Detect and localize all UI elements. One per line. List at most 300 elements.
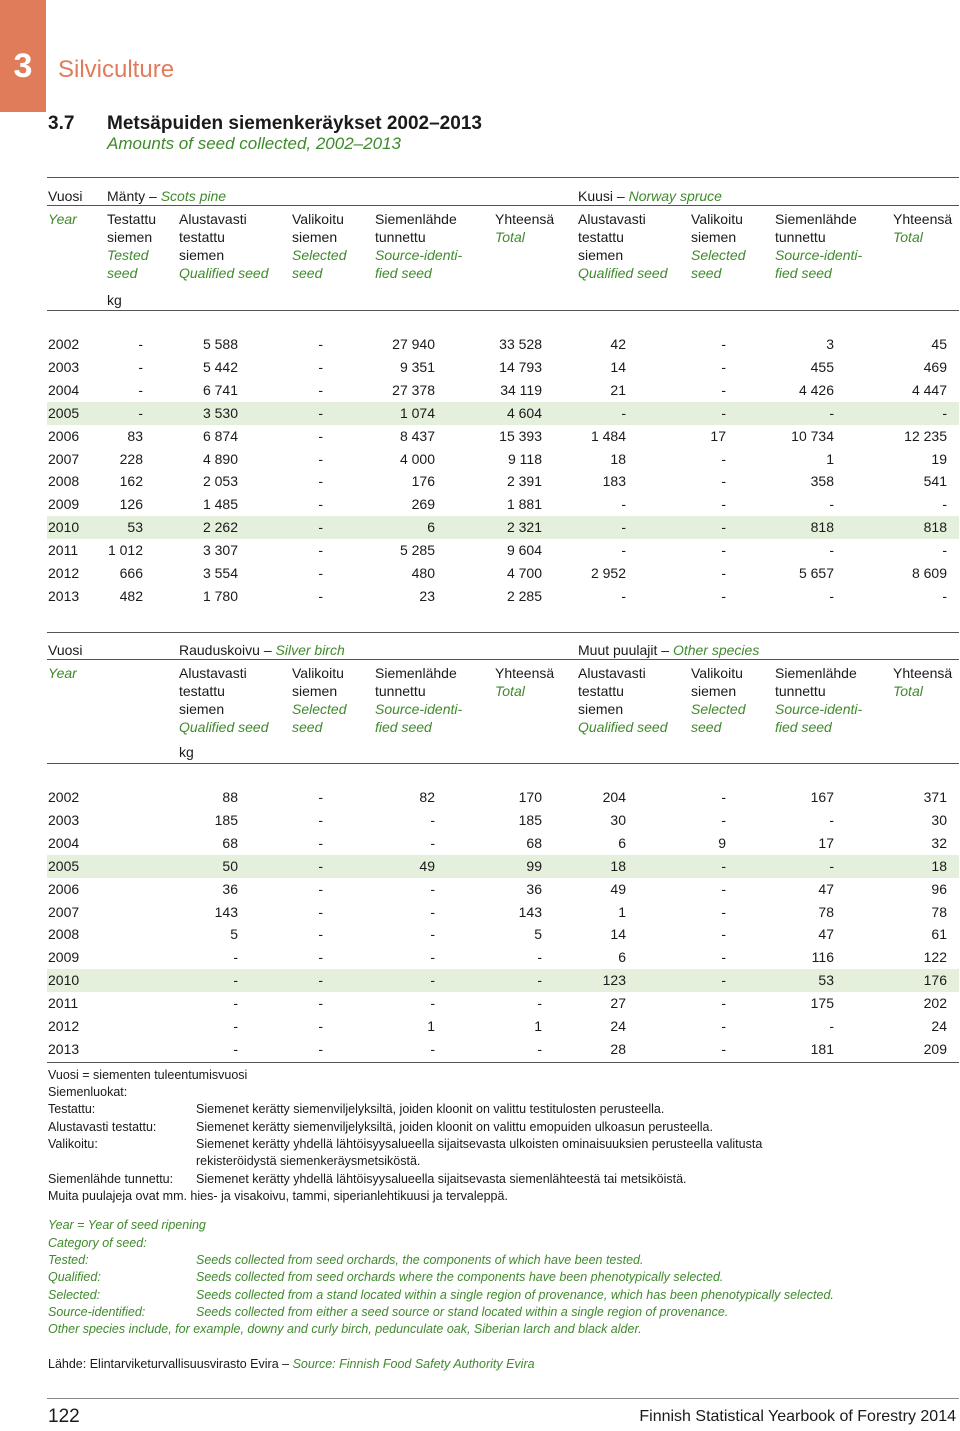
value-cell: - bbox=[537, 995, 542, 1012]
value-cell: 9 604 bbox=[506, 542, 542, 559]
value-cell: - bbox=[318, 427, 323, 444]
value-cell: 82 bbox=[419, 789, 435, 805]
year-cell: 2006 bbox=[48, 880, 80, 897]
value-cell: 2 262 bbox=[202, 519, 238, 536]
t1-group1: Mänty – Scots pine bbox=[107, 188, 227, 204]
value-cell: 9 118 bbox=[508, 450, 542, 467]
year-cell: 2006 bbox=[48, 427, 80, 444]
value-cell: - bbox=[318, 404, 323, 421]
value-cell: - bbox=[721, 404, 726, 421]
value-cell: - bbox=[318, 519, 323, 536]
value-cell: - bbox=[318, 565, 323, 581]
value-cell: 228 bbox=[119, 450, 143, 467]
note-sel-term: Selected: bbox=[48, 1288, 101, 1302]
table-row bbox=[47, 1038, 959, 1061]
value-cell: 2 391 bbox=[506, 473, 542, 490]
note-testattu-def: Siemenet kerätty siemenviljelyksiltä, joiden kloonit on valittu testitulosten perusteella. bbox=[196, 1102, 665, 1116]
note-valik-term: Valikoitu: bbox=[48, 1137, 98, 1151]
t2-unit: kg bbox=[179, 744, 194, 760]
value-cell: 9 bbox=[718, 834, 726, 851]
value-cell: - bbox=[430, 1040, 435, 1057]
value-cell: - bbox=[621, 519, 626, 536]
value-cell: - bbox=[138, 358, 143, 375]
value-cell: - bbox=[318, 496, 323, 513]
value-cell: 2 321 bbox=[506, 519, 542, 536]
table-row bbox=[47, 969, 959, 992]
year-cell: 2004 bbox=[48, 834, 80, 851]
table1-group-rule bbox=[47, 205, 959, 206]
t1-col-total: Yhteensä Total bbox=[495, 211, 555, 245]
table-row bbox=[47, 562, 959, 585]
value-cell: 3 307 bbox=[202, 542, 238, 559]
value-cell: 185 bbox=[214, 811, 238, 828]
value-cell: 45 bbox=[931, 336, 947, 352]
value-cell: 5 442 bbox=[202, 358, 238, 375]
value-cell: - bbox=[537, 949, 542, 966]
value-cell: 68 bbox=[222, 834, 238, 851]
value-cell: 2 952 bbox=[590, 565, 626, 581]
table-row bbox=[47, 809, 959, 832]
value-cell: - bbox=[829, 857, 834, 874]
note-other: Other species include, for example, downy and curly birch, pedunculate oak, Siberian larch and black alder. bbox=[48, 1322, 642, 1336]
value-cell: - bbox=[721, 358, 726, 375]
value-cell: - bbox=[318, 926, 323, 943]
t2-group2: Muut puulajit – Other species bbox=[578, 642, 760, 658]
value-cell: 78 bbox=[818, 903, 834, 920]
value-cell: 371 bbox=[923, 789, 947, 805]
value-cell: 24 bbox=[610, 1018, 626, 1034]
table-row bbox=[47, 1015, 959, 1038]
value-cell: 17 bbox=[818, 834, 834, 851]
t2-vuosi: Vuosi bbox=[48, 642, 83, 658]
value-cell: - bbox=[829, 587, 834, 604]
value-cell: - bbox=[318, 336, 323, 352]
value-cell: 1 484 bbox=[590, 427, 626, 444]
value-cell: 4 426 bbox=[798, 381, 834, 398]
value-cell: 143 bbox=[214, 903, 238, 920]
table-row bbox=[47, 786, 959, 809]
value-cell: 27 bbox=[610, 995, 626, 1012]
value-cell: - bbox=[430, 926, 435, 943]
value-cell: - bbox=[537, 1040, 542, 1057]
value-cell: - bbox=[318, 1040, 323, 1057]
value-cell: 18 bbox=[931, 857, 947, 874]
value-cell: 9 351 bbox=[399, 358, 435, 375]
note-alust-term: Alustavasti testattu: bbox=[48, 1120, 157, 1134]
note-src-term: Source-identified: bbox=[48, 1305, 146, 1319]
value-cell: 88 bbox=[222, 789, 238, 805]
value-cell: 27 378 bbox=[392, 381, 435, 398]
t2-col-source-2: Siemenlähde tunnettu Source-identi- fied seed bbox=[775, 665, 863, 735]
value-cell: - bbox=[942, 496, 947, 513]
section-number: 3.7 bbox=[48, 113, 75, 134]
section-subtitle: Amounts of seed collected, 2002–2013 bbox=[107, 134, 401, 153]
value-cell: - bbox=[318, 473, 323, 490]
note-alust-def: Siemenet kerätty siemenviljelyksiltä, joiden kloonit on valittu emopuiden ulkoasun perusteella. bbox=[196, 1120, 713, 1134]
value-cell: - bbox=[721, 857, 726, 874]
value-cell: 116 bbox=[811, 949, 834, 966]
value-cell: 541 bbox=[923, 473, 947, 490]
note-qual-term: Qualified: bbox=[48, 1270, 101, 1284]
value-cell: 358 bbox=[810, 473, 834, 490]
value-cell: 5 588 bbox=[202, 336, 238, 352]
value-cell: - bbox=[721, 995, 726, 1012]
value-cell: - bbox=[430, 972, 435, 989]
note-muita: Muita puulajeja ovat mm. hies- ja visakoivu, tammi, siperianlehtikuusi ja tervaleppä. bbox=[48, 1189, 508, 1203]
year-cell: 2002 bbox=[48, 336, 80, 352]
value-cell: 2 285 bbox=[506, 587, 542, 604]
value-cell: - bbox=[721, 880, 726, 897]
value-cell: 2 053 bbox=[202, 473, 238, 490]
value-cell: 6 bbox=[618, 949, 626, 966]
value-cell: 27 940 bbox=[392, 336, 435, 352]
value-cell: 818 bbox=[923, 519, 947, 536]
value-cell: 4 604 bbox=[506, 404, 542, 421]
t1-col-total-2: Yhteensä Total bbox=[893, 211, 953, 245]
value-cell: - bbox=[829, 496, 834, 513]
chapter-number: 3 bbox=[0, 0, 46, 112]
value-cell: - bbox=[318, 949, 323, 966]
value-cell: 176 bbox=[411, 473, 435, 490]
note-category: Category of seed: bbox=[48, 1236, 147, 1250]
note-lahde-def: Siemenet kerätty yhdellä lähtöisyysalueella sijaitsevasta siemenlähteestä tai metsiköistä. bbox=[196, 1172, 687, 1186]
page-number: 122 bbox=[48, 1406, 80, 1427]
value-cell: - bbox=[829, 404, 834, 421]
table-row bbox=[47, 402, 959, 425]
table-row bbox=[47, 832, 959, 855]
t2-col-qualified-2: Alustavasti testattu siemen Qualified seed bbox=[578, 665, 668, 735]
t2-col-selected: Valikoitu siemen Selected seed bbox=[292, 665, 347, 735]
table1-top-rule bbox=[47, 177, 959, 178]
year-cell: 2003 bbox=[48, 811, 80, 828]
value-cell: 181 bbox=[810, 1040, 834, 1057]
value-cell: 53 bbox=[127, 519, 143, 536]
value-cell: 34 119 bbox=[500, 381, 542, 398]
value-cell: 1 485 bbox=[202, 496, 238, 513]
value-cell: - bbox=[318, 381, 323, 398]
value-cell: 4 890 bbox=[202, 450, 238, 467]
value-cell: 83 bbox=[127, 427, 143, 444]
value-cell: - bbox=[318, 903, 323, 920]
table1-header-rule bbox=[47, 310, 959, 311]
t1-vuosi: Vuosi bbox=[48, 188, 83, 204]
value-cell: - bbox=[621, 542, 626, 559]
value-cell: - bbox=[721, 926, 726, 943]
value-cell: 176 bbox=[923, 972, 947, 989]
value-cell: 78 bbox=[931, 903, 947, 920]
note-tested-term: Tested: bbox=[48, 1253, 89, 1267]
value-cell: 47 bbox=[818, 926, 834, 943]
table-row bbox=[47, 379, 959, 402]
value-cell: - bbox=[829, 811, 834, 828]
value-cell: 17 bbox=[710, 427, 726, 444]
value-cell: 15 393 bbox=[499, 427, 542, 444]
value-cell: - bbox=[233, 1040, 238, 1057]
value-cell: - bbox=[942, 404, 947, 421]
table2-top-rule bbox=[47, 632, 959, 633]
year-cell: 2012 bbox=[48, 1018, 80, 1034]
t2-col-total: Yhteensä Total bbox=[495, 665, 555, 699]
value-cell: 61 bbox=[931, 926, 947, 943]
value-cell: - bbox=[721, 972, 726, 989]
t2-group1: Rauduskoivu – Silver birch bbox=[179, 642, 345, 658]
value-cell: - bbox=[721, 519, 726, 536]
value-cell: 6 741 bbox=[202, 381, 238, 398]
section-title: Metsäpuiden siemenkeräykset 2002–2013 bbox=[107, 113, 482, 134]
value-cell: - bbox=[721, 1018, 726, 1034]
table-row bbox=[47, 356, 959, 379]
value-cell: 18 bbox=[610, 857, 626, 874]
value-cell: - bbox=[430, 995, 435, 1012]
value-cell: - bbox=[829, 1018, 834, 1034]
value-cell: 1 bbox=[534, 1018, 542, 1034]
value-cell: - bbox=[721, 542, 726, 559]
value-cell: - bbox=[233, 949, 238, 966]
value-cell: - bbox=[721, 336, 726, 352]
value-cell: 3 530 bbox=[202, 404, 238, 421]
value-cell: 23 bbox=[419, 587, 435, 604]
value-cell: 5 657 bbox=[798, 565, 834, 581]
year-cell: 2003 bbox=[48, 358, 80, 375]
table-row bbox=[47, 493, 959, 516]
value-cell: 123 bbox=[602, 972, 626, 989]
value-cell: 5 285 bbox=[399, 542, 435, 559]
t1-col-qualified-2: Alustavasti testattu siemen Qualified seed bbox=[578, 211, 668, 281]
value-cell: - bbox=[621, 404, 626, 421]
book-title: Finnish Statistical Yearbook of Forestry 2014 bbox=[639, 1408, 956, 1425]
value-cell: 1 881 bbox=[506, 496, 542, 513]
note-year: Year = Year of seed ripening bbox=[48, 1218, 206, 1232]
value-cell: 8 609 bbox=[911, 565, 947, 581]
t1-unit: kg bbox=[107, 292, 122, 308]
note-qual-def: Seeds collected from seed orchards where the components have been phenotypically selected. bbox=[196, 1270, 724, 1284]
year-cell: 2009 bbox=[48, 496, 80, 513]
value-cell: 143 bbox=[518, 903, 542, 920]
value-cell: 469 bbox=[923, 358, 947, 375]
value-cell: - bbox=[318, 358, 323, 375]
value-cell: 3 554 bbox=[202, 565, 238, 581]
value-cell: - bbox=[318, 857, 323, 874]
table-row bbox=[47, 470, 959, 493]
value-cell: - bbox=[318, 811, 323, 828]
year-cell: 2013 bbox=[48, 1040, 80, 1057]
value-cell: - bbox=[430, 949, 435, 966]
value-cell: 49 bbox=[610, 880, 626, 897]
value-cell: - bbox=[721, 496, 726, 513]
value-cell: - bbox=[942, 542, 947, 559]
source-line: Lähde: Elintarviketurvallisuusvirasto Evira – Source: Finnish Food Safety Authority Evira bbox=[48, 1357, 535, 1371]
value-cell: 1 bbox=[826, 450, 834, 467]
value-cell: 126 bbox=[119, 496, 143, 513]
value-cell: 53 bbox=[818, 972, 834, 989]
value-cell: 204 bbox=[602, 789, 626, 805]
value-cell: - bbox=[233, 1018, 238, 1034]
value-cell: 1 bbox=[618, 903, 626, 920]
value-cell: 33 528 bbox=[499, 336, 542, 352]
t2-col-selected-2: Valikoitu siemen Selected seed bbox=[691, 665, 746, 735]
note-valik-def-2: rekisteröidystä siemenkeräysmetsiköstä. bbox=[196, 1154, 421, 1168]
value-cell: 49 bbox=[419, 857, 435, 874]
value-cell: 24 bbox=[931, 1018, 947, 1034]
value-cell: - bbox=[721, 949, 726, 966]
value-cell: 1 780 bbox=[202, 587, 238, 604]
t1-col-qualified: Alustavasti testattu siemen Qualified seed bbox=[179, 211, 269, 281]
t2-col-total-2: Yhteensä Total bbox=[893, 665, 953, 699]
value-cell: - bbox=[721, 1040, 726, 1057]
year-cell: 2004 bbox=[48, 381, 80, 398]
value-cell: 50 bbox=[222, 857, 238, 874]
value-cell: 10 734 bbox=[791, 427, 834, 444]
t2-year: Year bbox=[48, 665, 77, 681]
value-cell: 480 bbox=[411, 565, 435, 581]
value-cell: 183 bbox=[602, 473, 626, 490]
value-cell: - bbox=[942, 587, 947, 604]
value-cell: 6 bbox=[618, 834, 626, 851]
value-cell: 4 000 bbox=[399, 450, 435, 467]
value-cell: - bbox=[721, 450, 726, 467]
value-cell: - bbox=[138, 336, 143, 352]
t1-col-selected: Valikoitu siemen Selected seed bbox=[292, 211, 347, 281]
value-cell: 666 bbox=[119, 565, 143, 581]
value-cell: 5 bbox=[534, 926, 542, 943]
value-cell: - bbox=[318, 450, 323, 467]
table-row bbox=[47, 992, 959, 1015]
value-cell: 482 bbox=[119, 587, 143, 604]
t1-col-selected-2: Valikoitu siemen Selected seed bbox=[691, 211, 746, 281]
note-src-def: Seeds collected from either a seed source or stand located within a single region of provenance. bbox=[196, 1305, 729, 1319]
footer-rule bbox=[47, 1398, 959, 1399]
value-cell: 122 bbox=[923, 949, 947, 966]
value-cell: 6 874 bbox=[202, 427, 238, 444]
note-valik-def-1: Siemenet kerätty yhdellä lähtöisyysalueella sijaitsevasta ulkoisten ominaisuuksien perusteella valitusta bbox=[196, 1137, 763, 1151]
value-cell: - bbox=[721, 789, 726, 805]
year-cell: 2002 bbox=[48, 789, 80, 805]
table-row bbox=[47, 585, 959, 608]
table2-bottom-rule bbox=[47, 1062, 959, 1063]
year-cell: 2009 bbox=[48, 949, 80, 966]
value-cell: 185 bbox=[518, 811, 542, 828]
value-cell: 167 bbox=[810, 789, 834, 805]
value-cell: - bbox=[430, 834, 435, 851]
year-cell: 2007 bbox=[48, 903, 80, 920]
value-cell: 8 437 bbox=[399, 427, 435, 444]
t1-group2: Kuusi – Norway spruce bbox=[578, 188, 722, 204]
t1-year: Year bbox=[48, 211, 77, 227]
value-cell: 32 bbox=[931, 834, 947, 851]
value-cell: 209 bbox=[923, 1040, 947, 1057]
value-cell: - bbox=[318, 972, 323, 989]
value-cell: - bbox=[721, 903, 726, 920]
value-cell: 19 bbox=[931, 450, 947, 467]
value-cell: 21 bbox=[610, 381, 626, 398]
table2-group-rule bbox=[47, 659, 959, 660]
value-cell: - bbox=[318, 789, 323, 805]
year-cell: 2005 bbox=[48, 404, 80, 421]
table-row bbox=[47, 448, 959, 471]
t1-col-source: Siemenlähde tunnettu Source-identi- fied seed bbox=[375, 211, 463, 281]
value-cell: 1 012 bbox=[107, 542, 143, 559]
value-cell: 28 bbox=[610, 1040, 626, 1057]
value-cell: - bbox=[233, 995, 238, 1012]
table-row bbox=[47, 425, 959, 448]
note-vuosi: Vuosi = siementen tuleentumisvuosi bbox=[48, 1068, 248, 1082]
year-cell: 2008 bbox=[48, 473, 80, 490]
value-cell: 175 bbox=[810, 995, 834, 1012]
value-cell: - bbox=[721, 811, 726, 828]
value-cell: - bbox=[430, 811, 435, 828]
table-row bbox=[47, 901, 959, 924]
value-cell: 96 bbox=[931, 880, 947, 897]
year-cell: 2010 bbox=[48, 972, 80, 989]
value-cell: 14 bbox=[610, 358, 626, 375]
value-cell: 12 235 bbox=[904, 427, 947, 444]
year-cell: 2005 bbox=[48, 857, 80, 874]
value-cell: 1 074 bbox=[399, 404, 435, 421]
table-row bbox=[47, 923, 959, 946]
value-cell: 14 bbox=[610, 926, 626, 943]
value-cell: 818 bbox=[810, 519, 834, 536]
value-cell: 30 bbox=[610, 811, 626, 828]
value-cell: 30 bbox=[931, 811, 947, 828]
year-cell: 2008 bbox=[48, 926, 80, 943]
value-cell: 6 bbox=[427, 519, 435, 536]
value-cell: - bbox=[621, 587, 626, 604]
value-cell: - bbox=[621, 496, 626, 513]
value-cell: - bbox=[318, 587, 323, 604]
year-cell: 2007 bbox=[48, 450, 80, 467]
value-cell: - bbox=[721, 473, 726, 490]
table-row bbox=[47, 855, 959, 878]
value-cell: 18 bbox=[610, 450, 626, 467]
value-cell: - bbox=[233, 972, 238, 989]
value-cell: 99 bbox=[526, 857, 542, 874]
value-cell: - bbox=[138, 381, 143, 398]
value-cell: - bbox=[430, 903, 435, 920]
table-row bbox=[47, 946, 959, 969]
note-tested-def: Seeds collected from seed orchards, the components of which have been tested. bbox=[196, 1253, 644, 1267]
value-cell: - bbox=[721, 381, 726, 398]
t2-col-qualified: Alustavasti testattu siemen Qualified seed bbox=[179, 665, 269, 735]
value-cell: 36 bbox=[222, 880, 238, 897]
table-row bbox=[47, 878, 959, 901]
value-cell: 1 bbox=[427, 1018, 435, 1034]
value-cell: 4 700 bbox=[506, 565, 542, 581]
value-cell: - bbox=[318, 880, 323, 897]
value-cell: 5 bbox=[230, 926, 238, 943]
value-cell: - bbox=[721, 565, 726, 581]
value-cell: 3 bbox=[826, 336, 834, 352]
chapter-name: Silviculture bbox=[58, 56, 175, 83]
value-cell: 455 bbox=[810, 358, 834, 375]
year-cell: 2012 bbox=[48, 565, 80, 581]
note-sel-def: Seeds collected from a stand located within a single region of provenance, which has been phenotypically selected. bbox=[196, 1288, 834, 1302]
t1-col-source-2: Siemenlähde tunnettu Source-identi- fied seed bbox=[775, 211, 863, 281]
value-cell: 4 447 bbox=[911, 381, 947, 398]
value-cell: 36 bbox=[526, 880, 542, 897]
table-row bbox=[47, 333, 959, 356]
value-cell: - bbox=[430, 880, 435, 897]
t1-col-tested: Testattu siemen Tested seed bbox=[107, 211, 157, 281]
note-luokat: Siemenluokat: bbox=[48, 1085, 128, 1099]
value-cell: 202 bbox=[923, 995, 947, 1012]
value-cell: - bbox=[318, 1018, 323, 1034]
value-cell: - bbox=[537, 972, 542, 989]
value-cell: 162 bbox=[119, 473, 143, 490]
value-cell: 68 bbox=[526, 834, 542, 851]
table-row bbox=[47, 516, 959, 539]
value-cell: - bbox=[318, 995, 323, 1012]
t2-col-source: Siemenlähde tunnettu Source-identi- fied seed bbox=[375, 665, 463, 735]
